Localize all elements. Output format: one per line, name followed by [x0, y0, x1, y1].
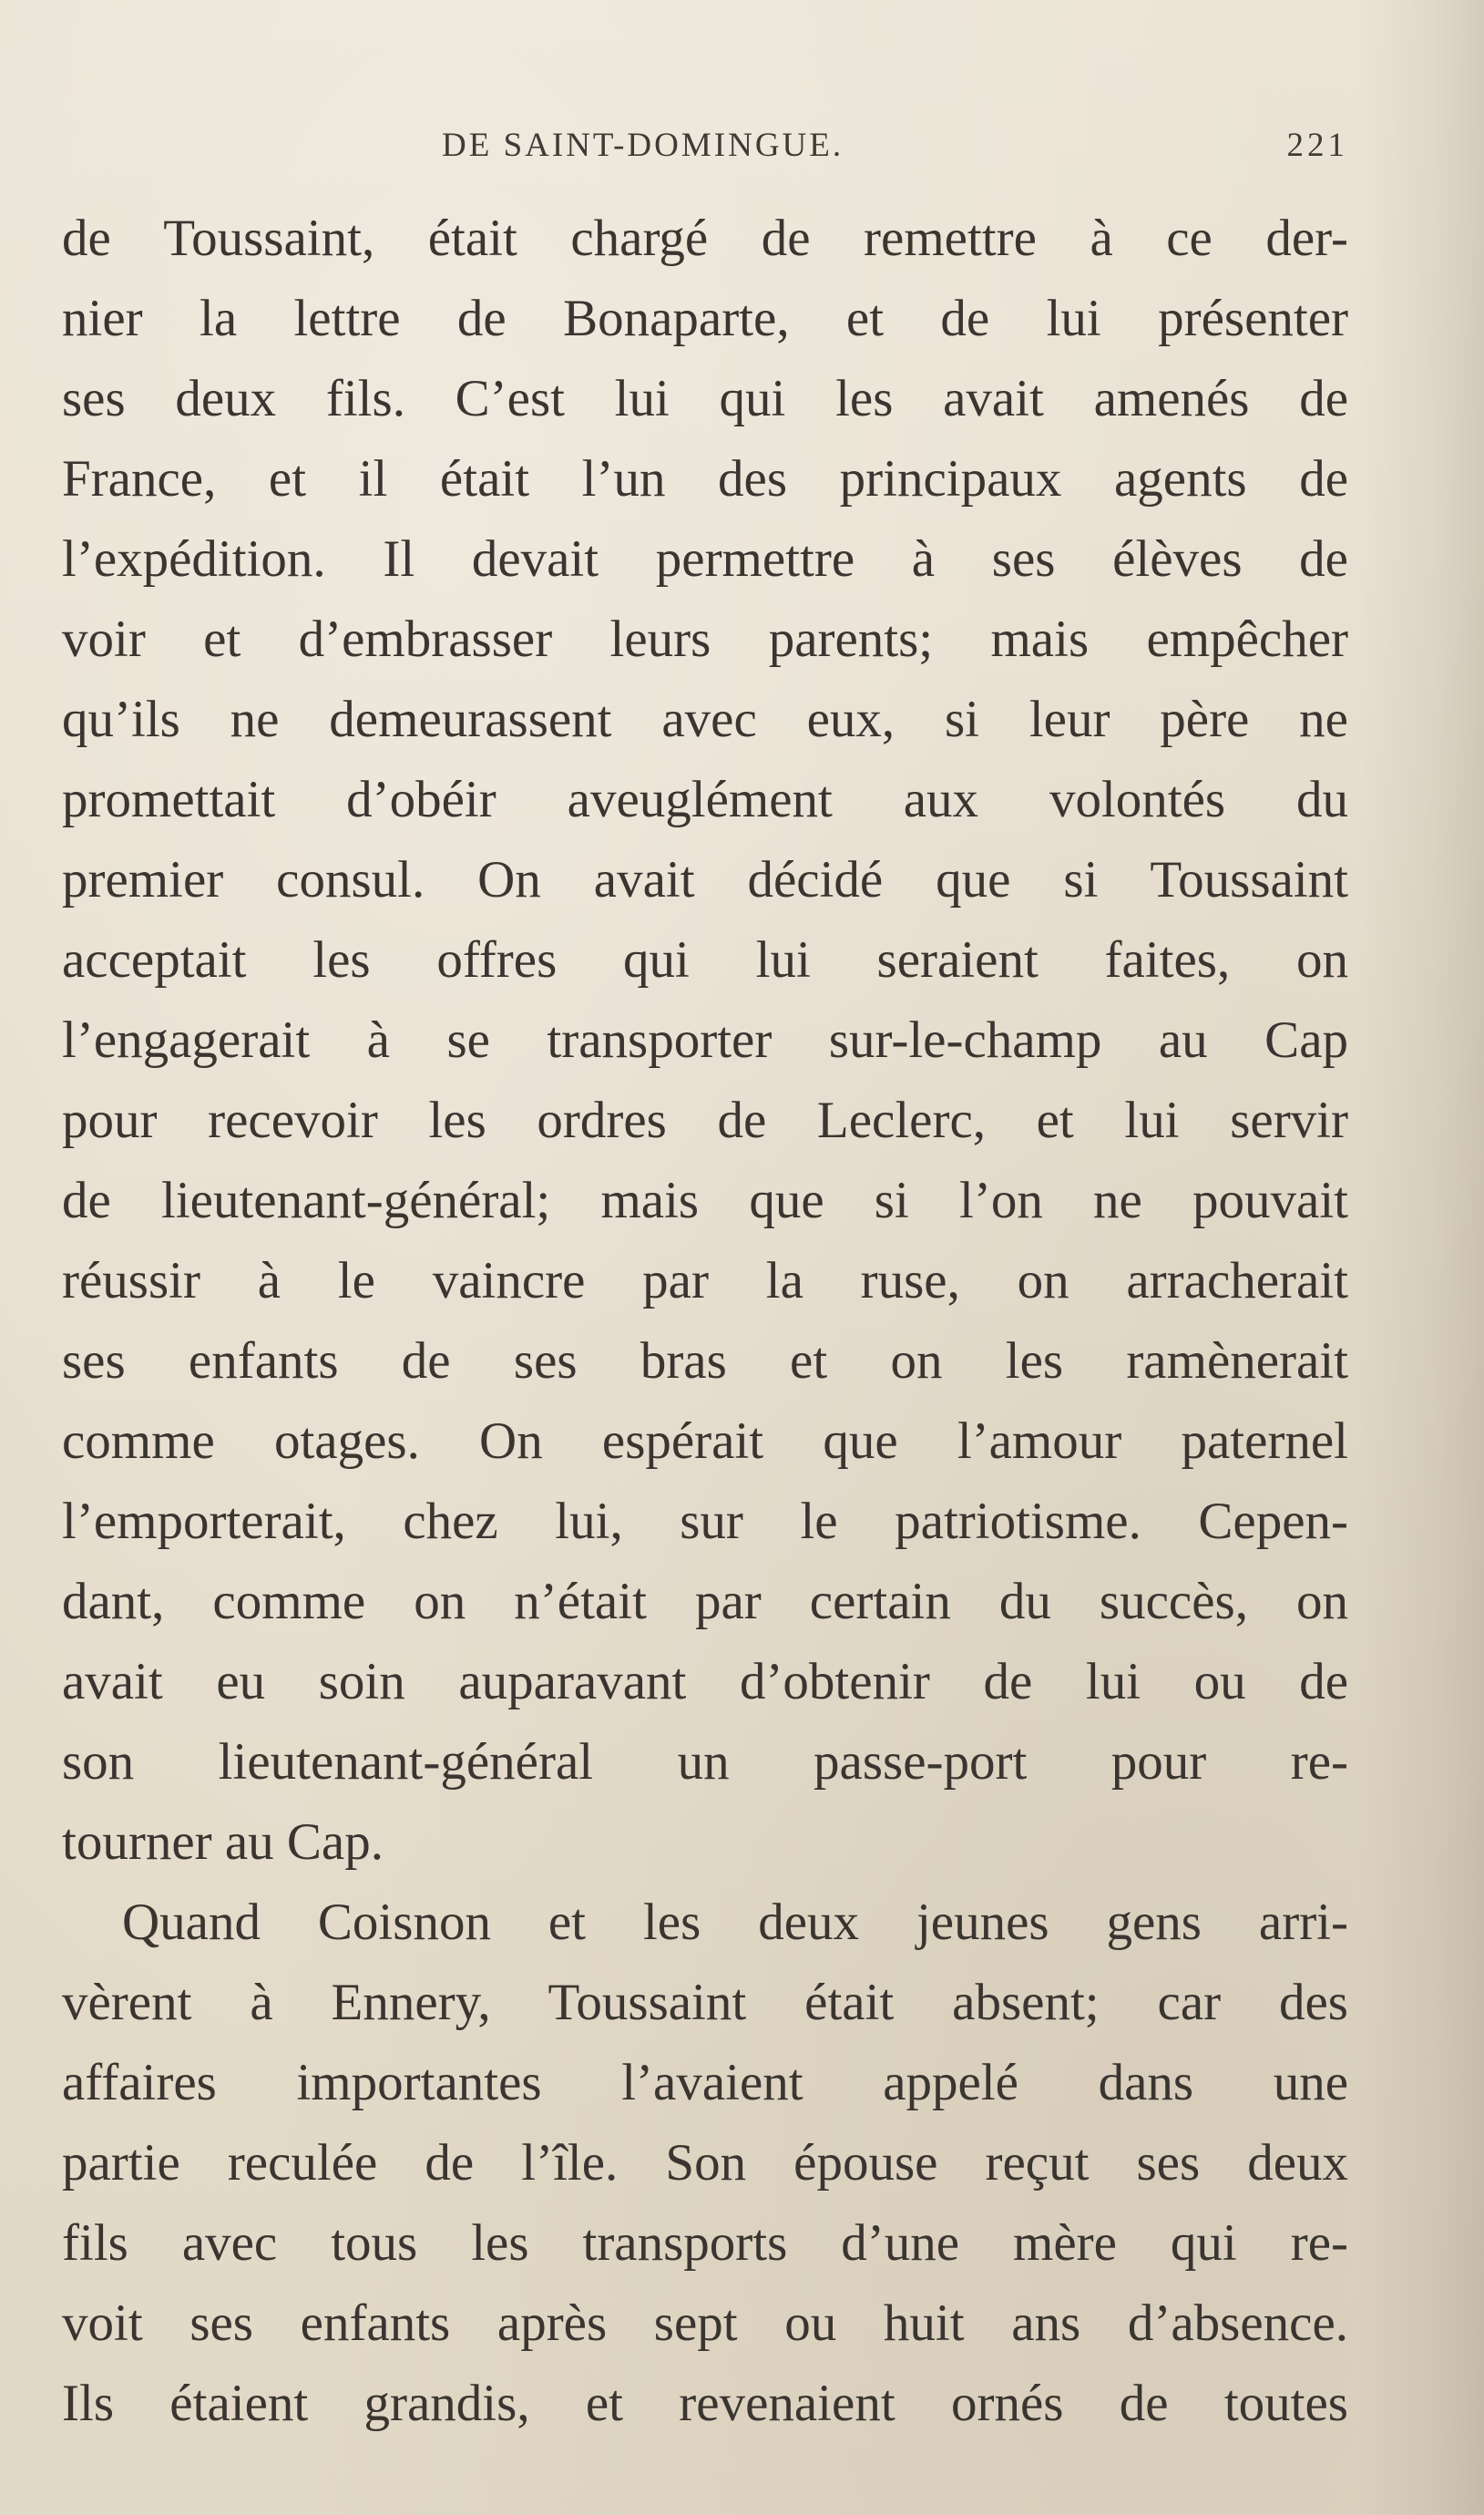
text-line: l’expédition. Il devait permettre à ses élèves de — [62, 530, 1348, 588]
body-text — [62, 199, 1348, 2444]
text-line: réussir à le vaincre par la ruse, on arracherait — [62, 1252, 1348, 1309]
text-line: vèrent à Ennery, Toussaint était absent; car des — [62, 1974, 1348, 2031]
text-line: nier la lettre de Bonaparte, et de lui présenter — [62, 290, 1348, 347]
text-line: voit ses enfants après sept ou huit ans d’absence. — [62, 2294, 1348, 2352]
text-line: Quand Coisnon et les deux jeunes gens arri- — [122, 1894, 1348, 1951]
text-line: tourner au Cap. — [62, 1813, 384, 1871]
text-line: premier consul. On avait décidé que si Toussaint — [62, 851, 1348, 908]
text-line: de Toussaint, était chargé de remettre à ce der- — [62, 210, 1348, 267]
text-line: promettait d’obéir aveuglément aux volontés du — [62, 771, 1348, 828]
text-line: pour recevoir les ordres de Leclerc, et lui servir — [62, 1092, 1348, 1149]
text-line: affaires importantes l’avaient appelé dans une — [62, 2054, 1348, 2111]
text-line: avait eu soin auparavant d’obtenir de lui ou de — [62, 1653, 1348, 1710]
paragraph-1 — [62, 199, 1348, 1883]
text-line: l’engagerait à se transporter sur-le-champ au Cap — [62, 1011, 1348, 1069]
text-line: son lieutenant-général un passe-port pour re- — [62, 1733, 1348, 1791]
text-line: dant, comme on n’était par certain du succès, on — [62, 1573, 1348, 1630]
text-line: de lieutenant-général; mais que si l’on ne pouvait — [62, 1172, 1348, 1229]
page-fold-shadow — [1359, 0, 1484, 2515]
text-line: l’emporterait, chez lui, sur le patriotisme. Cepen- — [62, 1493, 1348, 1550]
text-line: Ils étaient grandis, et revenaient ornés de toutes — [62, 2375, 1348, 2432]
text-line: France, et il était l’un des principaux agents de — [62, 450, 1348, 508]
page-number: 221 — [1286, 127, 1348, 164]
text-line: ses enfants de ses bras et on les ramènerait — [62, 1332, 1348, 1390]
text-line: ses deux fils. C’est lui qui les avait amenés de — [62, 370, 1348, 427]
running-head — [64, 118, 1348, 173]
text-line: partie reculée de l’île. Son épouse reçut ses deux — [62, 2134, 1348, 2192]
paragraph-2 — [62, 1883, 1348, 2444]
text-line: qu’ils ne demeurassent avec eux, si leur père ne — [62, 691, 1348, 748]
text-line: voir et d’embrasser leurs parents; mais empêcher — [62, 611, 1348, 668]
running-title: DE SAINT-DOMINGUE. — [442, 127, 844, 164]
text-line: acceptait les offres qui lui seraient faites, on — [62, 931, 1348, 989]
text-line: fils avec tous les transports d’une mère qui re- — [62, 2214, 1348, 2272]
text-line: comme otages. On espérait que l’amour paternel — [62, 1412, 1348, 1470]
